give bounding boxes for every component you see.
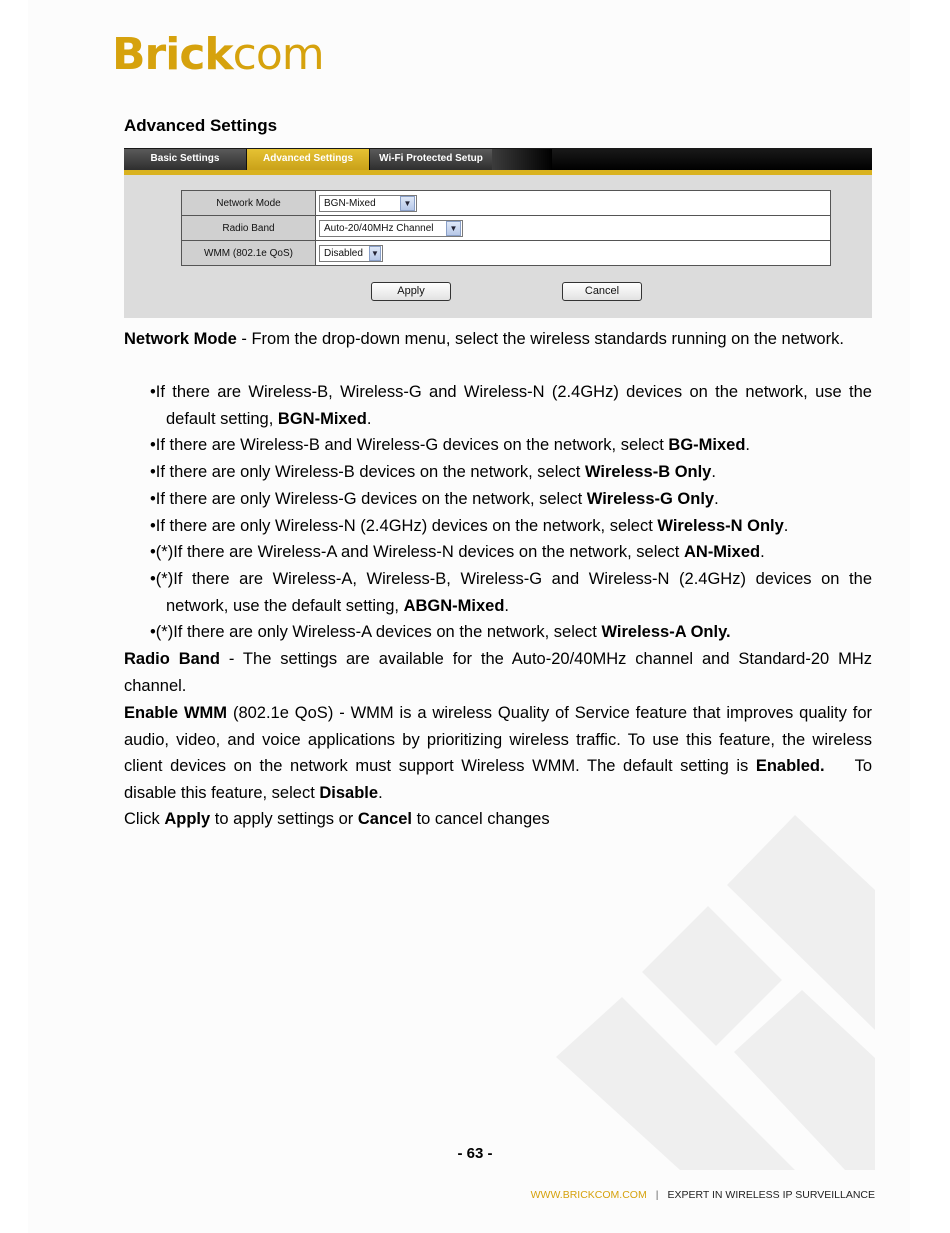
- network-mode-select[interactable]: [319, 195, 417, 212]
- list-item-option: Wireless-N Only: [657, 516, 784, 535]
- radio-band-text: - The settings are available for the Auto-20/40MHz channel and Standard-20 MHz channel.: [124, 650, 872, 695]
- list-item-option: ABGN-Mixed: [403, 596, 505, 615]
- watermark-block: [642, 906, 782, 1046]
- list-item-text: If there are Wireless-B and Wireless-G devices on the network, select: [155, 436, 669, 455]
- radio-band-paragraph: [124, 646, 872, 699]
- list-item: [124, 513, 872, 540]
- footer-url[interactable]: WWW.BRICKCOM.COM: [530, 1189, 647, 1201]
- table-row: [182, 191, 831, 216]
- wmm-end: .: [378, 784, 383, 803]
- list-item-suffix: .: [745, 436, 751, 455]
- page-footer: [531, 1189, 875, 1201]
- network-mode-list: [124, 379, 872, 646]
- cancel-button[interactable]: Cancel: [562, 282, 642, 301]
- list-item: [124, 432, 872, 459]
- list-item: [124, 486, 872, 513]
- chevron-down-icon: ▼: [400, 196, 415, 211]
- list-item-suffix: .: [504, 596, 509, 615]
- wmm-disable-option: Disable: [319, 784, 379, 803]
- list-item: [124, 459, 872, 486]
- list-item-text: (*)If there are Wireless-A, Wireless-B, Wireless-G and Wireless-N (2.4GHz) devices on the network, use the default setting,: [155, 569, 872, 615]
- wmm-default: Enabled.: [755, 757, 825, 776]
- list-item-suffix: .: [366, 409, 372, 428]
- wmm-term: Enable WMM: [124, 704, 228, 722]
- wmm-cell: [316, 241, 831, 266]
- list-item: [124, 566, 872, 619]
- wmm-paragraph: [124, 700, 872, 807]
- wmm-text: (802.1e QoS) - WMM is a wireless Quality of Service feature that improves quality for audio, video, and voice applications by prioritizing wireless traffic. To use this feature, the wireless client devices on the network must support Wireless WMM. The default setting is: [124, 704, 872, 776]
- list-item-suffix: .: [711, 463, 716, 482]
- section-title: Advanced Settings: [124, 116, 278, 135]
- apply-button[interactable]: Apply: [371, 282, 451, 301]
- click-instruction: [124, 806, 872, 833]
- radio-band-value: Auto-20/40MHz Channel: [324, 222, 434, 234]
- network-mode-term: Network Mode: [124, 330, 237, 348]
- tab-underline: [124, 170, 872, 175]
- click-text: Click: [124, 810, 160, 828]
- wmm-disable-text: To disable this feature, select: [124, 757, 872, 803]
- network-mode-text: - From the drop-down menu, select the wireless standards running on the network.: [241, 330, 844, 348]
- radio-band-select[interactable]: [319, 220, 463, 237]
- list-item: [124, 379, 872, 432]
- network-mode-cell: [316, 191, 831, 216]
- radio-band-label: Radio Band: [182, 216, 316, 241]
- list-item-text: (*)If there are Wireless-A and Wireless-N devices on the network, select: [155, 543, 684, 562]
- tab-basic-settings[interactable]: Basic Settings: [124, 149, 247, 170]
- list-item-option: Wireless-G Only: [586, 489, 715, 508]
- radio-band-cell: [316, 216, 831, 241]
- cancel-term: Cancel: [357, 810, 412, 828]
- chevron-down-icon: ▼: [446, 221, 461, 236]
- click-text: to cancel changes: [416, 810, 550, 828]
- list-item: [124, 539, 872, 566]
- list-item-suffix: .: [714, 489, 719, 508]
- list-item-text: If there are only Wireless-G devices on the network, select: [155, 489, 587, 508]
- list-item-option: Wireless-A Only.: [601, 623, 731, 642]
- list-item-option: BG-Mixed: [668, 436, 746, 455]
- list-item-option: Wireless-B Only: [584, 463, 712, 482]
- network-mode-label: Network Mode: [182, 191, 316, 216]
- footer-tagline: EXPERT IN WIRELESS IP SURVEILLANCE: [667, 1189, 875, 1201]
- table-row: [182, 216, 831, 241]
- list-item-option: AN-Mixed: [683, 543, 761, 562]
- page-number: - 63 -: [457, 1145, 493, 1162]
- network-mode-paragraph: [124, 326, 872, 353]
- radio-band-term: Radio Band: [124, 650, 220, 668]
- wmm-value: Disabled: [324, 247, 363, 259]
- wmm-select[interactable]: [319, 245, 383, 262]
- list-item-text: If there are only Wireless-N (2.4GHz) devices on the network, select: [155, 516, 658, 535]
- network-mode-value: BGN-Mixed: [324, 197, 376, 209]
- list-item: [124, 619, 872, 646]
- settings-screenshot: [124, 148, 872, 318]
- tab-bar-fade: [492, 149, 552, 170]
- wmm-label: WMM (802.1e QoS): [182, 241, 316, 266]
- list-item-option: BGN-Mixed: [277, 409, 367, 428]
- list-item-text: (*)If there are only Wireless-A devices on the network, select: [155, 623, 602, 642]
- apply-term: Apply: [164, 810, 211, 828]
- click-text: to apply settings or: [214, 810, 354, 828]
- tab-advanced-settings[interactable]: Advanced Settings: [247, 149, 369, 170]
- list-item-text: If there are Wireless-B, Wireless-G and Wireless-N (2.4GHz) devices on the network, use the default setting,: [155, 383, 872, 428]
- footer-separator: |: [655, 1189, 659, 1201]
- list-item-suffix: .: [783, 516, 789, 535]
- brickcom-logo: Brickcom: [112, 29, 324, 80]
- list-item-text: If there are only Wireless-B devices on the network, select: [155, 463, 585, 482]
- settings-table: [181, 190, 831, 266]
- chevron-down-icon: ▼: [369, 246, 381, 261]
- table-row: [182, 241, 831, 266]
- list-item-suffix: .: [760, 543, 765, 562]
- tab-wifi-protected-setup[interactable]: Wi-Fi Protected Setup: [370, 149, 492, 170]
- tab-bar: [124, 148, 872, 170]
